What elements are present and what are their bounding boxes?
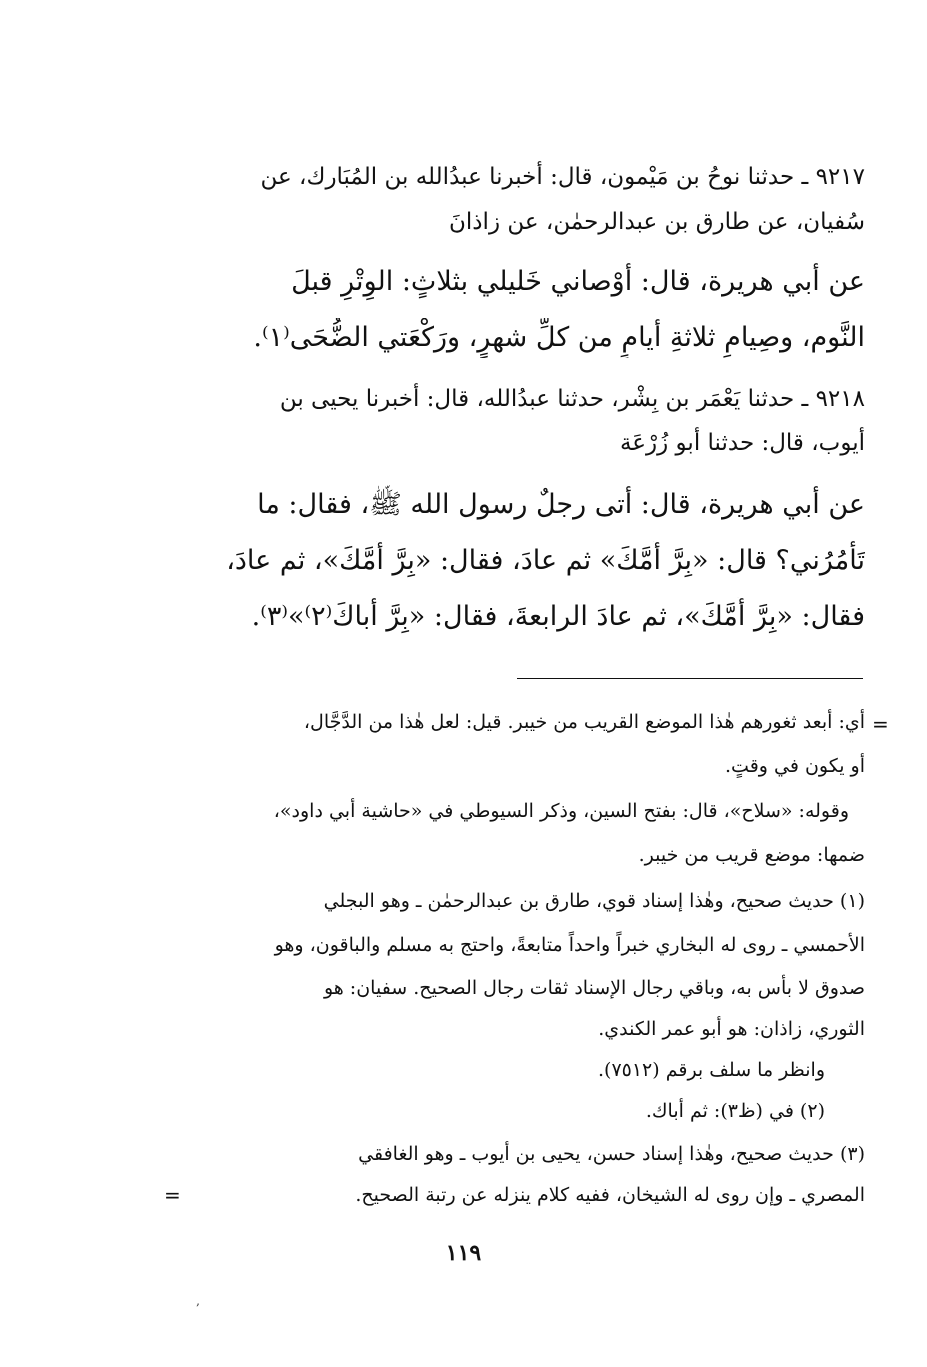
hadith-9218-chain-line-1: ٩٢١٨ ـ حدثنا يَعْمَر بن بِشْر، حدثنا عبدُالله، قال: أخبرنا يحيى بن bbox=[279, 386, 865, 412]
page-number: ١١٩ bbox=[445, 1240, 482, 1266]
footnote-3-line-1: (٣) حديث صحيح، وهٰذا إسناد حسن، يحيى بن أيوب ـ وهو الغافقي bbox=[358, 1143, 865, 1165]
hadith-9218-text-line-2: تَأْمُرُني؟ قال: «بِرَّ أُمَّكَ» ثم عادَ، فقال: «بِرَّ أُمَّكَ»، ثم عادَ، bbox=[226, 545, 865, 576]
footnote-2: (٢) في (ظ٣): ثم أباك. bbox=[645, 1100, 825, 1122]
footnote-1-line-3: صدوق لا بأس به، وباقي رجال الإسناد ثقات رجال الصحيح. سفيان: هو bbox=[323, 977, 865, 999]
footnote-1-line-4: الثوري، زاذان: هو أبو عمر الكندي. bbox=[598, 1018, 865, 1040]
footnote-3-line-2: المصري ـ وإن روى له الشيخان، ففيه كلام ينزله عن رتبة الصحيح. bbox=[355, 1184, 865, 1206]
stray-mark: ‚ bbox=[196, 1294, 200, 1308]
hadith-9217-chain-line-2: سُفيان، عن طارق بن عبدالرحمٰن، عن زاذانَ bbox=[449, 209, 865, 235]
footnote-continuation-line-1: أي: أبعد ثغورهم هٰذا الموضع القريب من خيبر. قيل: لعل هٰذا من الدَّجَّال، bbox=[303, 711, 865, 733]
footnote-1-line-1: (١) حديث صحيح، وهٰذا إسناد قوي، طارق بن عبدالرحمٰن ـ وهو البجلي bbox=[323, 890, 865, 912]
hadith-9217-text-line-1: عن أبي هريرة، قال: أَوْصاني خَليلي بثلاثٍ: الوِتْرِ قبلَ bbox=[291, 266, 865, 297]
footnote-1-line-5: وانظر ما سلف برقم (٧٥١٢). bbox=[597, 1059, 825, 1081]
footnote-next-page-marker: = bbox=[164, 1183, 181, 1207]
hadith-9218-chain-line-2: أيوب، قال: حدثنا أبو زُرْعَة bbox=[619, 430, 865, 456]
footnote-continuation-marker: = bbox=[872, 712, 889, 736]
hadith-9217-text-line-2: النَّوم، وصِيامِ ثلاثةِ أيامٍ من كلِّ شهرٍ، ورَكْعَتي الضُّحَى⁽١⁾. bbox=[253, 322, 865, 353]
footnote-1-line-2: الأحمسي ـ روى له البخاري خبراً واحداً متابعةً، واحتج به مسلم والباقون، وهو bbox=[274, 934, 865, 956]
footnote-separator bbox=[517, 678, 863, 679]
hadith-9217-chain-line-1: ٩٢١٧ ـ حدثنا نوحُ بن مَيْمون، قال: أخبرنا عبدُالله بن المُبَارك، عن bbox=[260, 164, 865, 190]
hadith-9218-text-line-1: عن أبي هريرة، قال: أَتى رجلٌ رسول الله ﷺ، فقال: ما bbox=[257, 489, 865, 520]
footnote-continuation-line-4: ضمها: موضع قريب من خيبر. bbox=[638, 844, 865, 866]
footnote-continuation-line-3: وقوله: «سلاح»، قال: بفتح السين، وذكر السيوطي في «حاشية أبي داود»، bbox=[273, 800, 849, 822]
hadith-9218-text-line-3: فقال: «بِرَّ أُمَّكَ»، ثم عادَ الرابعةَ، فقال: «بِرَّ أَباكَ⁽٢⁾»⁽٣⁾. bbox=[251, 601, 865, 632]
footnote-continuation-line-2: أو يكون في وقتٍ. bbox=[725, 755, 865, 777]
